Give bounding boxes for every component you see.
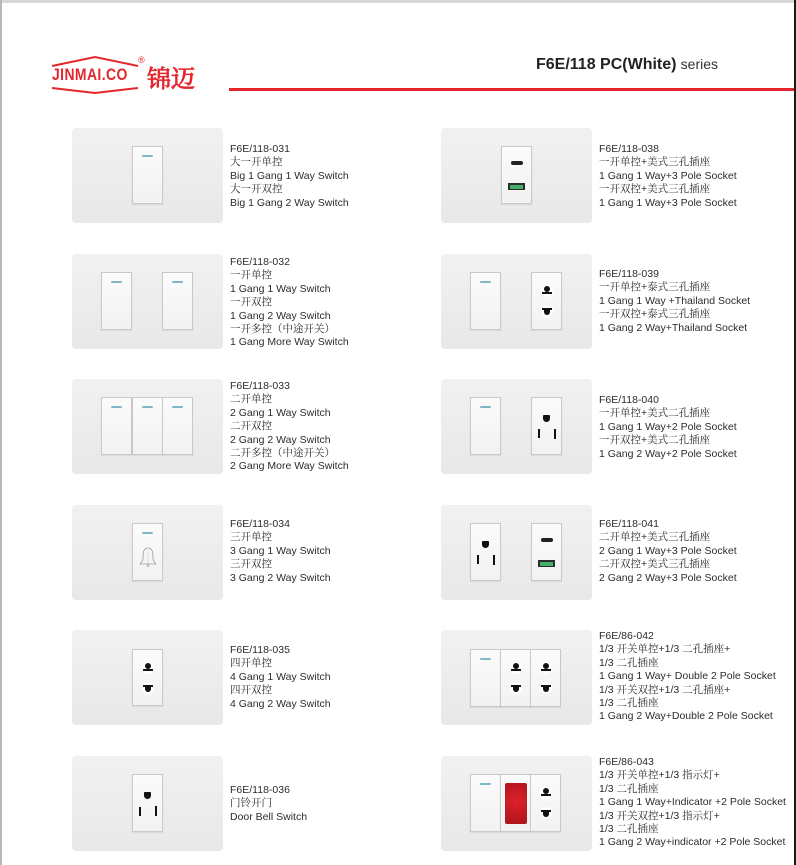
product-code: F6E/118-039	[599, 268, 659, 280]
switch-rocker	[101, 397, 132, 455]
product-desc-042	[599, 630, 776, 724]
desc-line: 1/3 二孔插座	[599, 782, 659, 795]
desc-line: 2 Gang 1 Way+3 Pole Socket	[599, 544, 737, 557]
indicator-led-icon	[480, 406, 491, 408]
indicator-led-icon	[111, 281, 122, 283]
product-image-039	[441, 254, 592, 349]
product-code: F6E/118-033	[230, 380, 290, 392]
product-code: F6E/118-032	[230, 256, 290, 268]
registered-mark: ®	[138, 55, 145, 65]
switch-rocker	[132, 146, 163, 204]
product-image-031	[72, 128, 223, 223]
desc-line: Door Bell Switch	[230, 810, 308, 823]
doorbell-switch	[132, 523, 163, 581]
product-image-043	[441, 756, 592, 851]
desc-line: 三开单控	[230, 531, 272, 544]
series-suffix: series	[680, 56, 719, 72]
ground-pin-icon	[144, 792, 151, 799]
indicator-led-icon	[142, 406, 153, 408]
desc-line: 大一开双控	[230, 183, 283, 196]
socket-pin-icon	[538, 429, 540, 438]
desc-line: 4 Gang 1 Way Switch	[230, 670, 331, 683]
product-desc-038	[599, 143, 737, 210]
socket-top-hole-icon	[541, 285, 553, 297]
desc-line: 二开双控	[230, 420, 272, 433]
desc-line: 1/3 二孔插座	[599, 656, 659, 669]
socket-pin-icon	[139, 807, 141, 816]
socket-bottom-hole-icon	[540, 682, 552, 694]
socket-pin-icon	[477, 555, 479, 564]
desc-line: 3 Gang 1 Way Switch	[230, 544, 331, 557]
desc-line: 一开双控+美式二孔插座	[599, 434, 711, 447]
desc-line: 1 Gang 1 Way+Indicator +2 Pole Socket	[599, 796, 786, 809]
thailand-socket	[132, 649, 163, 706]
us-three-pole-socket	[470, 523, 501, 581]
desc-line: 1/3 二孔插座	[599, 696, 659, 709]
indicator-led-icon	[142, 532, 153, 534]
logo-english: JINMAI.CO	[52, 65, 128, 84]
switch-rocker	[162, 272, 193, 330]
product-code: F6E/118-035	[230, 644, 290, 656]
us-three-pole-socket	[132, 774, 163, 832]
product-code: F6E/118-041	[599, 518, 659, 530]
product-image-036	[72, 756, 223, 851]
desc-line: 二开双控+美式三孔插座	[599, 558, 711, 571]
product-desc-031	[230, 143, 349, 210]
product-image-035	[72, 630, 223, 725]
indicator-light-module	[500, 774, 531, 832]
desc-line: 二开单控	[230, 393, 272, 406]
page-top-border	[0, 0, 796, 3]
socket-top-hole-icon	[510, 662, 522, 674]
product-code: F6E/86-042	[599, 630, 654, 642]
desc-line: 二开多控（中途开关）	[230, 446, 335, 459]
desc-line: 1 Gang 1 Way +Thailand Socket	[599, 294, 751, 307]
indicator-led-icon	[111, 406, 122, 408]
desc-line: 1/3 开关单控+1/3 二孔插座+	[599, 643, 731, 656]
switch-rocker	[132, 397, 163, 455]
desc-line: 1/3 二孔插座	[599, 822, 659, 835]
logo-chinese: 锦迈	[147, 65, 195, 93]
product-code: F6E/118-034	[230, 518, 290, 530]
switch-rocker	[162, 397, 193, 455]
desc-line: Big 1 Gang 2 Way Switch	[230, 196, 349, 209]
indicator-led-icon	[172, 406, 183, 408]
socket-top-hole-icon	[540, 787, 552, 799]
desc-line: 1 Gang 2 Way+indicator +2 Pole Socket	[599, 836, 786, 849]
switch-rocker	[470, 397, 501, 455]
socket-pin-icon	[493, 555, 495, 565]
desc-line: 1 Gang 1 Way+3 Pole Socket	[599, 169, 737, 182]
desc-line: 大一开单控	[230, 156, 283, 169]
usb-a-port-icon	[538, 560, 555, 567]
desc-line: 2 Gang More Way Switch	[230, 460, 349, 473]
socket-bottom-hole-icon	[142, 682, 154, 694]
product-image-038	[441, 128, 592, 223]
indicator-led-icon	[172, 281, 183, 283]
product-image-033	[72, 379, 223, 474]
header-divider	[229, 88, 794, 91]
usb-c-port-icon	[541, 538, 553, 542]
desc-line: 四开双控	[230, 684, 272, 697]
indicator-led-icon	[480, 783, 491, 785]
desc-line: 四开单控	[230, 657, 272, 670]
socket-bottom-hole-icon	[541, 305, 553, 317]
thailand-socket	[531, 272, 562, 330]
thailand-socket	[530, 774, 561, 832]
switch-rocker	[470, 272, 501, 330]
desc-line: Big 1 Gang 1 Way Switch	[230, 169, 349, 182]
desc-line: 一开单控+美式二孔插座	[599, 407, 711, 420]
indicator-led-icon	[480, 658, 491, 660]
desc-line: 1/3 开关双控+1/3 指示灯+	[599, 809, 720, 822]
desc-line: 2 Gang 1 Way Switch	[230, 406, 331, 419]
switch-rocker	[470, 774, 501, 832]
socket-top-hole-icon	[540, 662, 552, 674]
product-image-034	[72, 505, 223, 600]
desc-line: 1/3 开关双控+1/3 二孔插座+	[599, 683, 731, 696]
usb-charger-module	[531, 523, 562, 581]
product-code: F6E/86-043	[599, 756, 654, 768]
desc-line: 一开双控	[230, 296, 272, 309]
series-title	[536, 56, 718, 74]
red-indicator-icon	[505, 783, 527, 824]
product-image-042	[441, 630, 592, 725]
product-code: F6E/118-038	[599, 143, 659, 155]
socket-top-hole-icon	[142, 662, 154, 674]
desc-line: 一开单控	[230, 269, 272, 282]
socket-pin-icon	[554, 429, 556, 439]
desc-line: 1 Gang 2 Way+Thailand Socket	[599, 321, 748, 334]
desc-line: 一开单控+美式三孔插座	[599, 156, 711, 169]
product-code: F6E/118-036	[230, 784, 290, 796]
desc-line: 1 Gang 2 Way+2 Pole Socket	[599, 447, 737, 460]
socket-pin-icon	[155, 806, 157, 816]
page-left-border	[0, 0, 2, 865]
product-desc-043	[599, 756, 786, 850]
thailand-socket	[500, 649, 531, 707]
desc-line: 一开单控+泰式三孔插座	[599, 281, 711, 294]
bell-icon	[139, 546, 157, 568]
series-name: F6E/118 PC(White)	[536, 56, 677, 73]
switch-rocker	[101, 272, 132, 330]
switch-rocker	[470, 649, 501, 707]
desc-line: 1 Gang 1 Way+2 Pole Socket	[599, 420, 737, 433]
desc-line: 3 Gang 2 Way Switch	[230, 571, 331, 584]
product-desc-039	[599, 268, 750, 335]
desc-line: 1/3 开关单控+1/3 指示灯+	[599, 769, 720, 782]
product-desc-041	[599, 518, 737, 585]
desc-line: 1 Gang 1 Way Switch	[230, 282, 331, 295]
desc-line: 二开单控+美式三孔插座	[599, 531, 711, 544]
product-code: F6E/118-031	[230, 143, 290, 155]
product-image-040	[441, 379, 592, 474]
usb-c-port-icon	[511, 161, 523, 165]
usb-a-port-icon	[508, 183, 525, 190]
usb-charger-module	[501, 146, 532, 204]
product-code: F6E/118-040	[599, 394, 659, 406]
socket-bottom-hole-icon	[510, 682, 522, 694]
desc-line: 一开多控（中途开关）	[230, 322, 335, 335]
desc-line: 1 Gang 2 Way Switch	[230, 309, 331, 322]
product-desc-035	[230, 644, 331, 711]
product-image-041	[441, 505, 592, 600]
desc-line: 1 Gang 1 Way+3 Pole Socket	[599, 196, 737, 209]
product-desc-040	[599, 394, 737, 461]
indicator-led-icon	[142, 155, 153, 157]
desc-line: 2 Gang 2 Way Switch	[230, 433, 331, 446]
brand-logo	[50, 55, 220, 95]
desc-line: 一开双控+泰式三孔插座	[599, 308, 711, 321]
indicator-led-icon	[480, 281, 491, 283]
desc-line: 1 Gang 2 Way+Double 2 Pole Socket	[599, 710, 773, 723]
product-desc-033	[230, 380, 349, 474]
desc-line: 一开双控+美式三孔插座	[599, 183, 711, 196]
ground-pin-icon	[482, 541, 489, 548]
desc-line: 1 Gang More Way Switch	[230, 336, 349, 349]
product-image-032	[72, 254, 223, 349]
ground-pin-icon	[543, 415, 550, 422]
us-three-pole-socket	[531, 397, 562, 455]
desc-line: 门铃开门	[230, 797, 272, 810]
desc-line: 1 Gang 1 Way+ Double 2 Pole Socket	[599, 670, 776, 683]
product-desc-034	[230, 518, 331, 585]
product-desc-032	[230, 256, 349, 350]
desc-line: 4 Gang 2 Way Switch	[230, 697, 331, 710]
socket-bottom-hole-icon	[540, 807, 552, 819]
desc-line: 2 Gang 2 Way+3 Pole Socket	[599, 571, 737, 584]
desc-line: 三开双控	[230, 558, 272, 571]
product-desc-036	[230, 784, 307, 824]
thailand-socket	[530, 649, 561, 707]
